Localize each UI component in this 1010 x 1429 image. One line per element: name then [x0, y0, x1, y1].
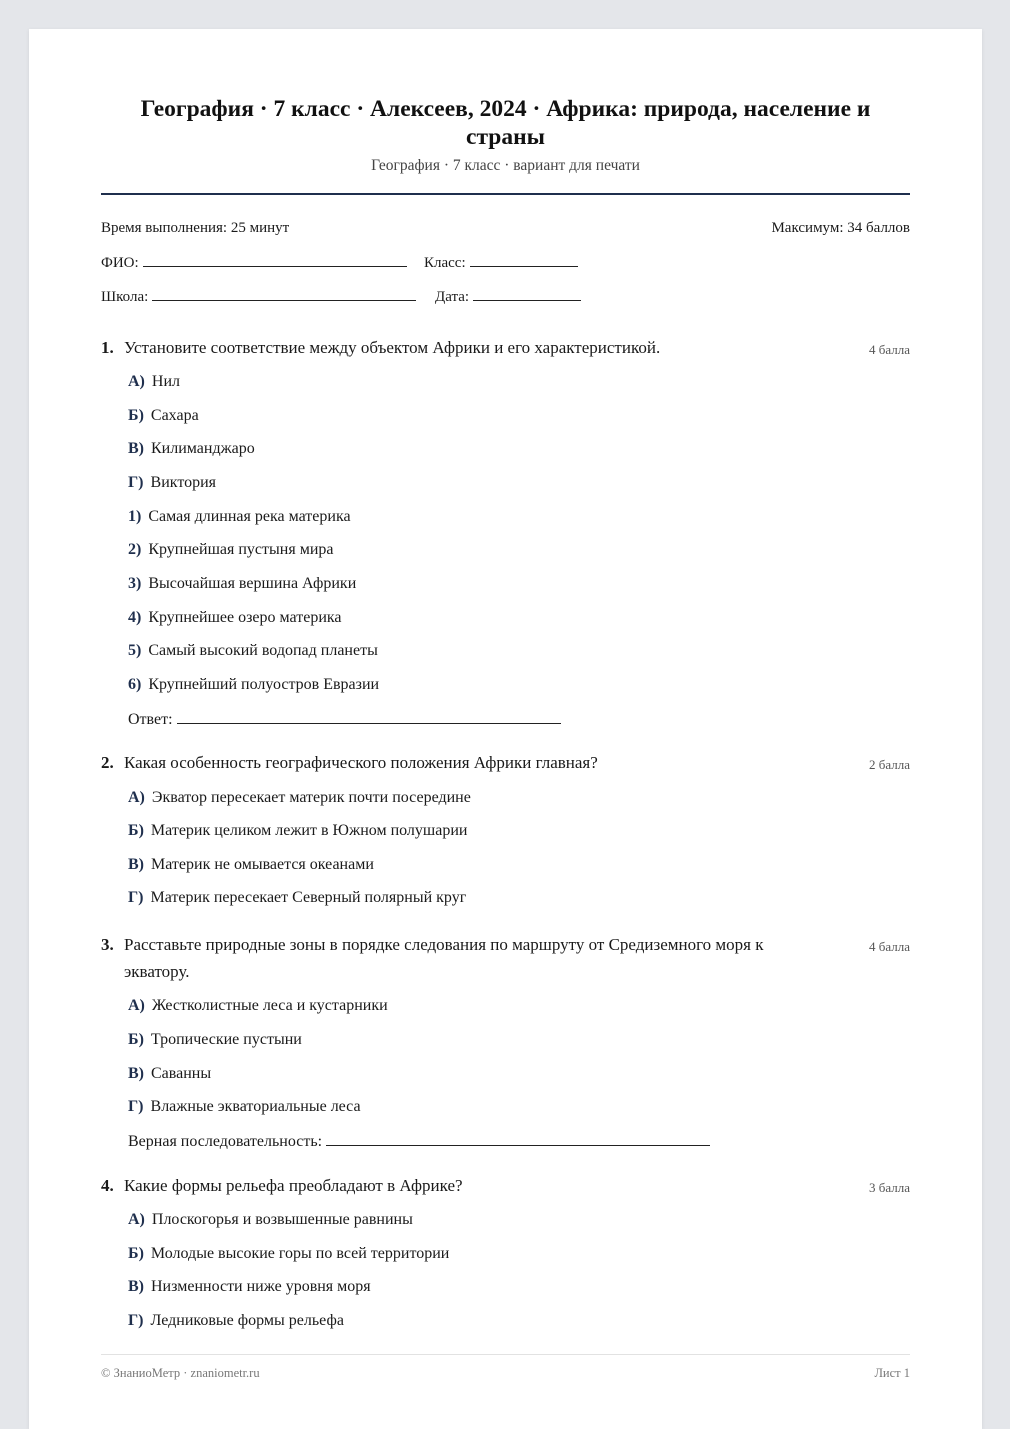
date-line[interactable] — [473, 287, 581, 301]
question-number: 4. — [101, 1176, 114, 1195]
option-text: Экватор пересекает материк почти посередине — [151, 789, 471, 806]
option-label: 4) — [128, 609, 142, 626]
school-label: Школа: — [101, 289, 149, 305]
q3-option-v[interactable] — [128, 1065, 211, 1083]
option-label: А) — [128, 997, 145, 1014]
worksheet-page — [29, 29, 982, 1429]
q3-option-a[interactable] — [128, 997, 388, 1015]
option-text: Самый высокий водопад планеты — [148, 642, 378, 659]
option-label: А) — [128, 789, 145, 806]
q1-option-b[interactable] — [128, 407, 199, 425]
option-text: Высочайшая вершина Африки — [148, 575, 357, 592]
question-number: 2. — [101, 753, 114, 772]
option-text: Материк целиком лежит в Южном полушарии — [150, 822, 468, 839]
option-label: В) — [128, 1065, 144, 1082]
page-title: География · 7 класс · Алексеев, 2024 · Африка: природа, население и страны — [140, 96, 871, 150]
question-points: 4 балла — [869, 939, 910, 954]
q1-option-6[interactable] — [128, 676, 379, 694]
school-line[interactable] — [152, 287, 416, 301]
q1-answer-field[interactable] — [128, 710, 561, 729]
option-text: Жестколистные леса и кустарники — [151, 997, 388, 1014]
question-text: Расставьте природные зоны в порядке следования по маршруту от Средиземного моря к экватору. — [124, 935, 764, 981]
option-label: 3) — [128, 575, 142, 592]
q1-option-v[interactable] — [128, 440, 255, 458]
answer-label: Ответ: — [128, 711, 173, 728]
q1-option-3[interactable] — [128, 575, 356, 593]
option-label: Б) — [128, 1245, 144, 1262]
option-text: Самая длинная река материка — [148, 508, 351, 525]
date-label: Дата: — [435, 289, 470, 305]
class-label: Класс: — [424, 255, 466, 271]
q3-answer-field[interactable] — [128, 1132, 710, 1151]
option-label: В) — [128, 856, 144, 873]
option-text: Сахара — [150, 407, 199, 424]
option-label: Г) — [128, 474, 144, 491]
option-text: Килиманджаро — [151, 440, 255, 457]
option-text: Молодые высокие горы по всей территории — [150, 1245, 450, 1262]
school-field[interactable] — [101, 287, 416, 306]
q1-option-4[interactable] — [128, 609, 342, 627]
q3-option-g[interactable] — [128, 1098, 361, 1116]
option-label: 1) — [128, 508, 142, 525]
q1-option-1[interactable] — [128, 508, 351, 526]
option-text: Нил — [151, 373, 180, 390]
option-label: Г) — [128, 889, 144, 906]
date-field[interactable] — [435, 287, 581, 306]
max-score: Максимум: 34 баллов — [771, 220, 910, 236]
option-text: Виктория — [150, 474, 217, 491]
option-text: Саванны — [151, 1065, 212, 1082]
fio-line[interactable] — [143, 253, 407, 267]
q4-option-g[interactable] — [128, 1312, 344, 1330]
option-label: Г) — [128, 1312, 144, 1329]
option-label: 5) — [128, 642, 142, 659]
option-text: Низменности ниже уровня моря — [151, 1278, 371, 1295]
q4-option-b[interactable] — [128, 1245, 449, 1263]
option-text: Тропические пустыни — [150, 1031, 302, 1048]
page-subtitle: География · 7 класс · вариант для печати — [371, 157, 640, 174]
option-text: Материк не омывается океанами — [151, 856, 374, 873]
q2-option-b[interactable] — [128, 822, 467, 840]
answer-label: Верная последовательность: — [128, 1133, 323, 1150]
question-text: Какая особенность географического положения Африки главная? — [124, 753, 598, 772]
option-label: Б) — [128, 1031, 144, 1048]
footer-divider — [101, 1354, 910, 1355]
q2-option-g[interactable] — [128, 889, 466, 907]
time-limit: Время выполнения: 25 минут — [101, 220, 290, 236]
option-label: А) — [128, 1211, 145, 1228]
option-label: 6) — [128, 676, 142, 693]
option-text: Крупнейший полуостров Евразии — [148, 676, 380, 693]
option-label: А) — [128, 373, 145, 390]
question-text: Установите соответствие между объектом Африки и его характеристикой. — [124, 338, 661, 357]
q1-option-a[interactable] — [128, 373, 180, 391]
option-label: Б) — [128, 407, 144, 424]
question-points: 4 балла — [869, 342, 910, 357]
question-text: Какие формы рельефа преобладают в Африке? — [124, 1176, 463, 1195]
class-field[interactable] — [424, 253, 578, 272]
q1-option-g[interactable] — [128, 474, 216, 492]
fio-field[interactable] — [101, 253, 407, 272]
footer-copyright: © ЗнаниоМетр · znaniometr.ru — [101, 1366, 260, 1380]
option-text: Крупнейшее озеро материка — [148, 609, 342, 626]
option-text: Плоскогорья и возвышенные равнины — [151, 1211, 413, 1228]
option-text: Влажные экваториальные леса — [150, 1098, 361, 1115]
answer-line[interactable] — [177, 710, 561, 724]
option-label: Г) — [128, 1098, 144, 1115]
answer-line[interactable] — [326, 1132, 710, 1146]
class-line[interactable] — [470, 253, 578, 267]
option-label: Б) — [128, 822, 144, 839]
option-text: Материк пересекает Северный полярный круг — [150, 889, 467, 906]
q4-option-a[interactable] — [128, 1211, 413, 1229]
option-label: 2) — [128, 541, 142, 558]
fio-label: ФИО: — [101, 255, 139, 271]
option-label: В) — [128, 440, 144, 457]
question-number: 1. — [101, 338, 114, 357]
question-points: 2 балла — [869, 757, 910, 772]
q2-option-v[interactable] — [128, 856, 374, 874]
question-number: 3. — [101, 935, 114, 954]
q1-option-5[interactable] — [128, 642, 378, 660]
q1-option-2[interactable] — [128, 541, 333, 559]
q2-option-a[interactable] — [128, 789, 471, 807]
question-points: 3 балла — [869, 1180, 910, 1195]
option-text: Ледниковые формы рельефа — [150, 1312, 344, 1329]
q4-option-v[interactable] — [128, 1278, 371, 1296]
header-divider — [101, 193, 910, 195]
option-label: В) — [128, 1278, 144, 1295]
q3-option-b[interactable] — [128, 1031, 302, 1049]
option-text: Крупнейшая пустыня мира — [148, 541, 334, 558]
footer-page-number: Лист 1 — [874, 1366, 910, 1380]
